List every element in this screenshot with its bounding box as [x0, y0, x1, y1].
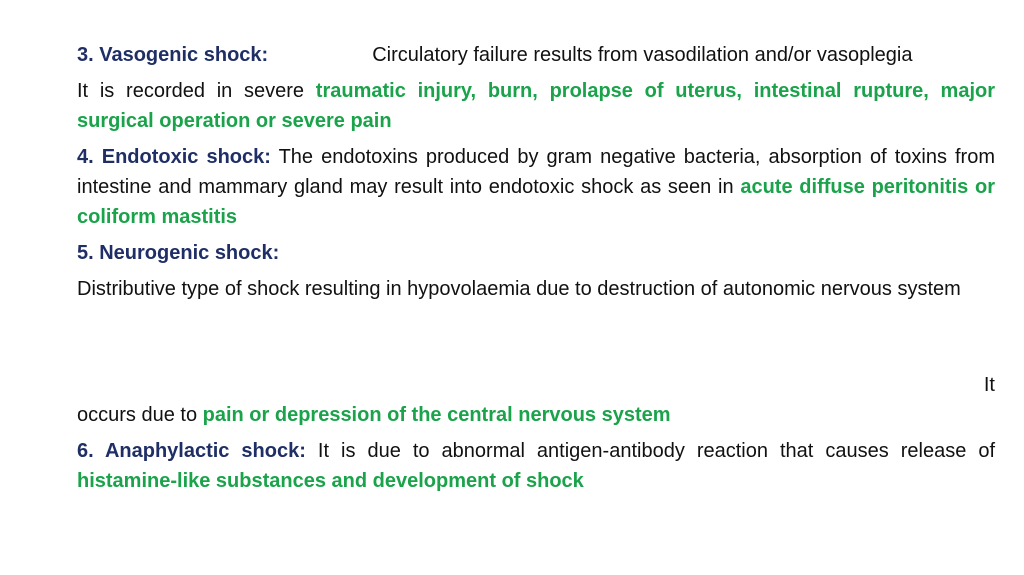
anaphylactic-body: It is due to abnormal antigen-antibody reaction that causes release of [305, 440, 996, 462]
neurogenic-heading-line [77, 238, 995, 268]
anaphylactic-paragraph [77, 436, 995, 496]
vasogenic-causes [77, 76, 995, 136]
endotoxic-highlight: acute diffuse peritonitis or coliform mastitis [77, 176, 995, 228]
anaphylactic-highlight: histamine-like substances and development of shock [77, 470, 584, 492]
endotoxic-heading: 4. Endotoxic shock: [77, 146, 271, 168]
neurogenic-cause-lead: occurs due to [77, 404, 203, 426]
anaphylactic-heading: 6. Anaphylactic shock: [77, 440, 306, 462]
vasogenic-definition: Circulatory failure results from vasodilation and/or vasoplegia [372, 44, 913, 66]
neurogenic-highlight: pain or depression of the central nervous system [202, 404, 671, 426]
neurogenic-cause [77, 400, 995, 430]
vasogenic-highlight: traumatic injury, burn, prolapse of uterus, intestinal rupture, major surgical operation or severe pain [77, 80, 995, 132]
slide-content [77, 40, 995, 502]
spacer [77, 310, 995, 370]
endotoxic-paragraph [77, 142, 995, 232]
vasogenic-heading-line [77, 40, 995, 70]
vasogenic-lead: It is recorded in severe [77, 80, 316, 102]
endotoxic-body: The endotoxins produced by gram negative bacteria, absorption of toxins from intestine and mammary gland may result into endotoxic shock as seen in [77, 146, 995, 198]
neurogenic-definition: Distributive type of shock resulting in hypovolaemia due to destruction of autonomic nervous system [77, 278, 961, 300]
neurogenic-heading: 5. Neurogenic shock: [77, 242, 280, 264]
vasogenic-heading: 3. Vasogenic shock: [77, 44, 269, 66]
neurogenic-it: It [983, 374, 995, 396]
